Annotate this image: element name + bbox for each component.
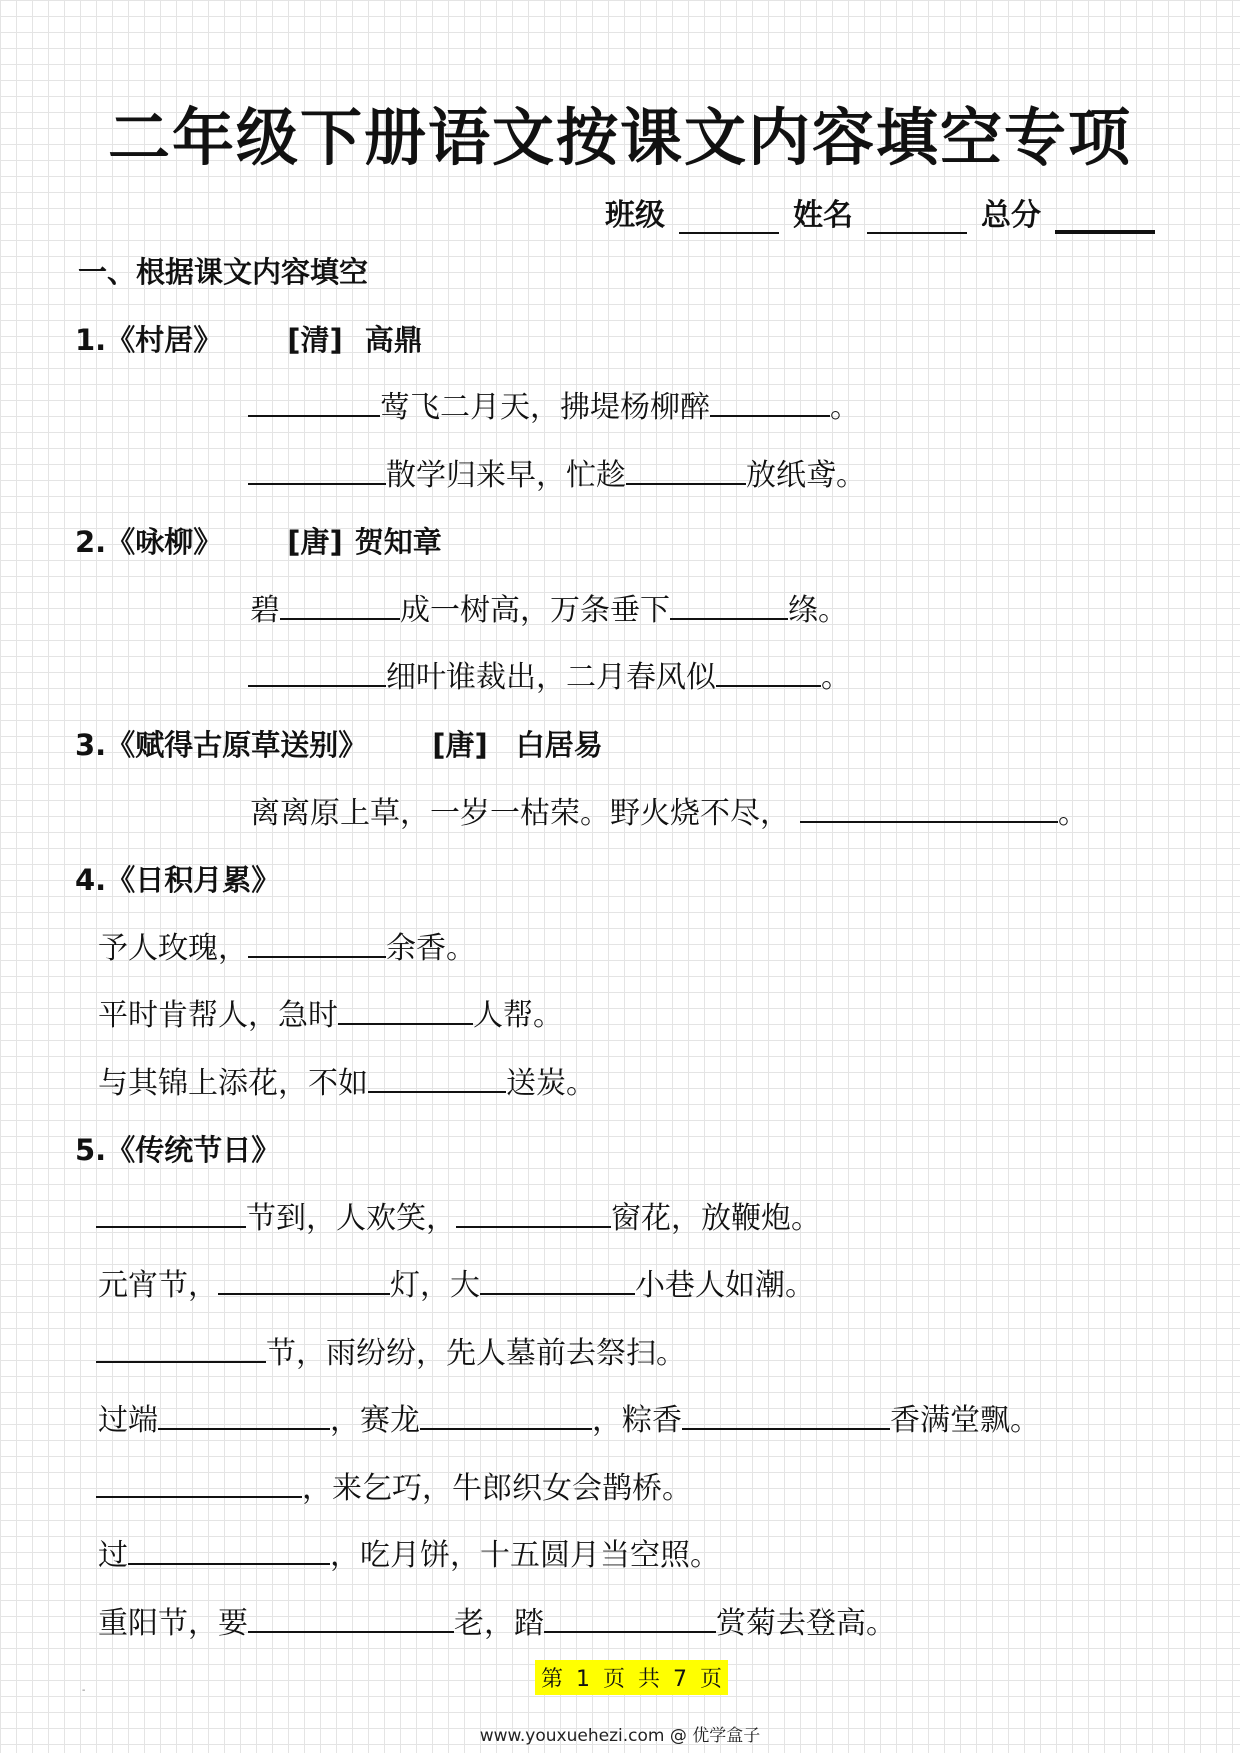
poem-2-title: 2.《咏柳》: [75, 525, 223, 559]
page-number: 第 1 页 共 7 页: [535, 1660, 728, 1695]
blank[interactable]: [456, 1198, 611, 1228]
poem-1-line-2: 散学归来早，忙趁 放纸鸢。: [248, 455, 866, 496]
festival-line-6: 过 ，吃月饼，十五圆月当空照。: [98, 1535, 720, 1576]
name-label: 姓名: [793, 198, 853, 233]
blank[interactable]: [716, 657, 821, 687]
blank[interactable]: [248, 1603, 454, 1633]
festival-line-1: 节到，人欢笑， 窗花，放鞭炮。: [96, 1198, 821, 1239]
blank[interactable]: [368, 1063, 506, 1093]
poem-3-title: 3.《赋得古原草送别》: [75, 728, 368, 762]
blank[interactable]: [682, 1400, 890, 1430]
poem-1-heading: [75, 320, 423, 360]
poem-2-heading: [75, 522, 442, 562]
poem-3-line-1: 离离原上草，一岁一枯荣。野火烧不尽， 。: [250, 793, 1088, 834]
blank[interactable]: [338, 995, 473, 1025]
blank[interactable]: [626, 455, 746, 485]
student-info: [605, 190, 1155, 234]
festival-line-4: 过端 ，赛龙 ，粽香 香满堂飘。: [98, 1400, 1040, 1441]
mark-dot: -: [82, 1685, 86, 1696]
page-title: 二年级下册语文按课文内容填空专项: [107, 101, 1132, 174]
site-watermark: www.youxuehezi.com @ 优学盒子: [479, 1726, 761, 1746]
blank[interactable]: [158, 1400, 330, 1430]
poem-3-author: 白居易: [515, 728, 603, 762]
blank[interactable]: [248, 657, 386, 687]
score-label: 总分: [981, 198, 1041, 233]
blank[interactable]: [248, 928, 386, 958]
blank[interactable]: [280, 590, 400, 620]
poem-2-dynasty: [唐]: [287, 525, 343, 559]
festival-line-7: 重阳节，要 老，踏 赏菊去登高。: [98, 1603, 896, 1644]
festival-line-2: 元宵节， 灯，大 小巷人如潮。: [98, 1265, 815, 1306]
festival-line-3: 节，雨纷纷，先人墓前去祭扫。: [96, 1333, 686, 1374]
poem-1-line-1: 莺飞二月天，拂堤杨柳醉 。: [248, 387, 860, 428]
blank[interactable]: [544, 1603, 716, 1633]
blank[interactable]: [96, 1198, 246, 1228]
poem-2-author: 贺知章: [354, 525, 442, 559]
blank[interactable]: [218, 1265, 390, 1295]
section-5-heading: 5.《传统节日》: [75, 1133, 281, 1167]
poem-1-dynasty: [清]: [287, 323, 343, 357]
section-4-heading: 4.《日积月累》: [75, 863, 281, 897]
saying-2: 平时肯帮人，急时 人帮。: [98, 995, 563, 1036]
blank[interactable]: [670, 590, 788, 620]
blank[interactable]: [128, 1535, 330, 1565]
saying-3: 与其锦上添花，不如 送炭。: [98, 1063, 596, 1104]
class-label: 班级: [605, 198, 665, 233]
poem-3-dynasty: [唐]: [432, 728, 488, 762]
poem-1-author: 高鼎: [364, 323, 423, 357]
blank[interactable]: [96, 1333, 266, 1363]
poem-2-line-2: 细叶谁裁出，二月春风似 。: [248, 657, 851, 698]
section-heading: 一、根据课文内容填空: [78, 255, 369, 289]
poem-2-line-1: 碧 成一树高，万条垂下 绦。: [250, 590, 848, 631]
festival-line-5: ，来乞巧，牛郎织女会鹊桥。: [96, 1468, 692, 1509]
blank[interactable]: [248, 455, 386, 485]
saying-1: 予人玫瑰， 余香。: [98, 928, 476, 969]
poem-3-heading: [75, 725, 603, 765]
score-field[interactable]: [1055, 200, 1155, 234]
blank[interactable]: [248, 387, 380, 417]
blank[interactable]: [480, 1265, 635, 1295]
blank[interactable]: [96, 1468, 302, 1498]
blank[interactable]: [710, 387, 830, 417]
blank[interactable]: [420, 1400, 592, 1430]
name-field[interactable]: [867, 202, 967, 234]
poem-1-title: 1.《村居》: [75, 323, 223, 357]
class-field[interactable]: [679, 202, 779, 234]
blank[interactable]: [800, 793, 1058, 823]
